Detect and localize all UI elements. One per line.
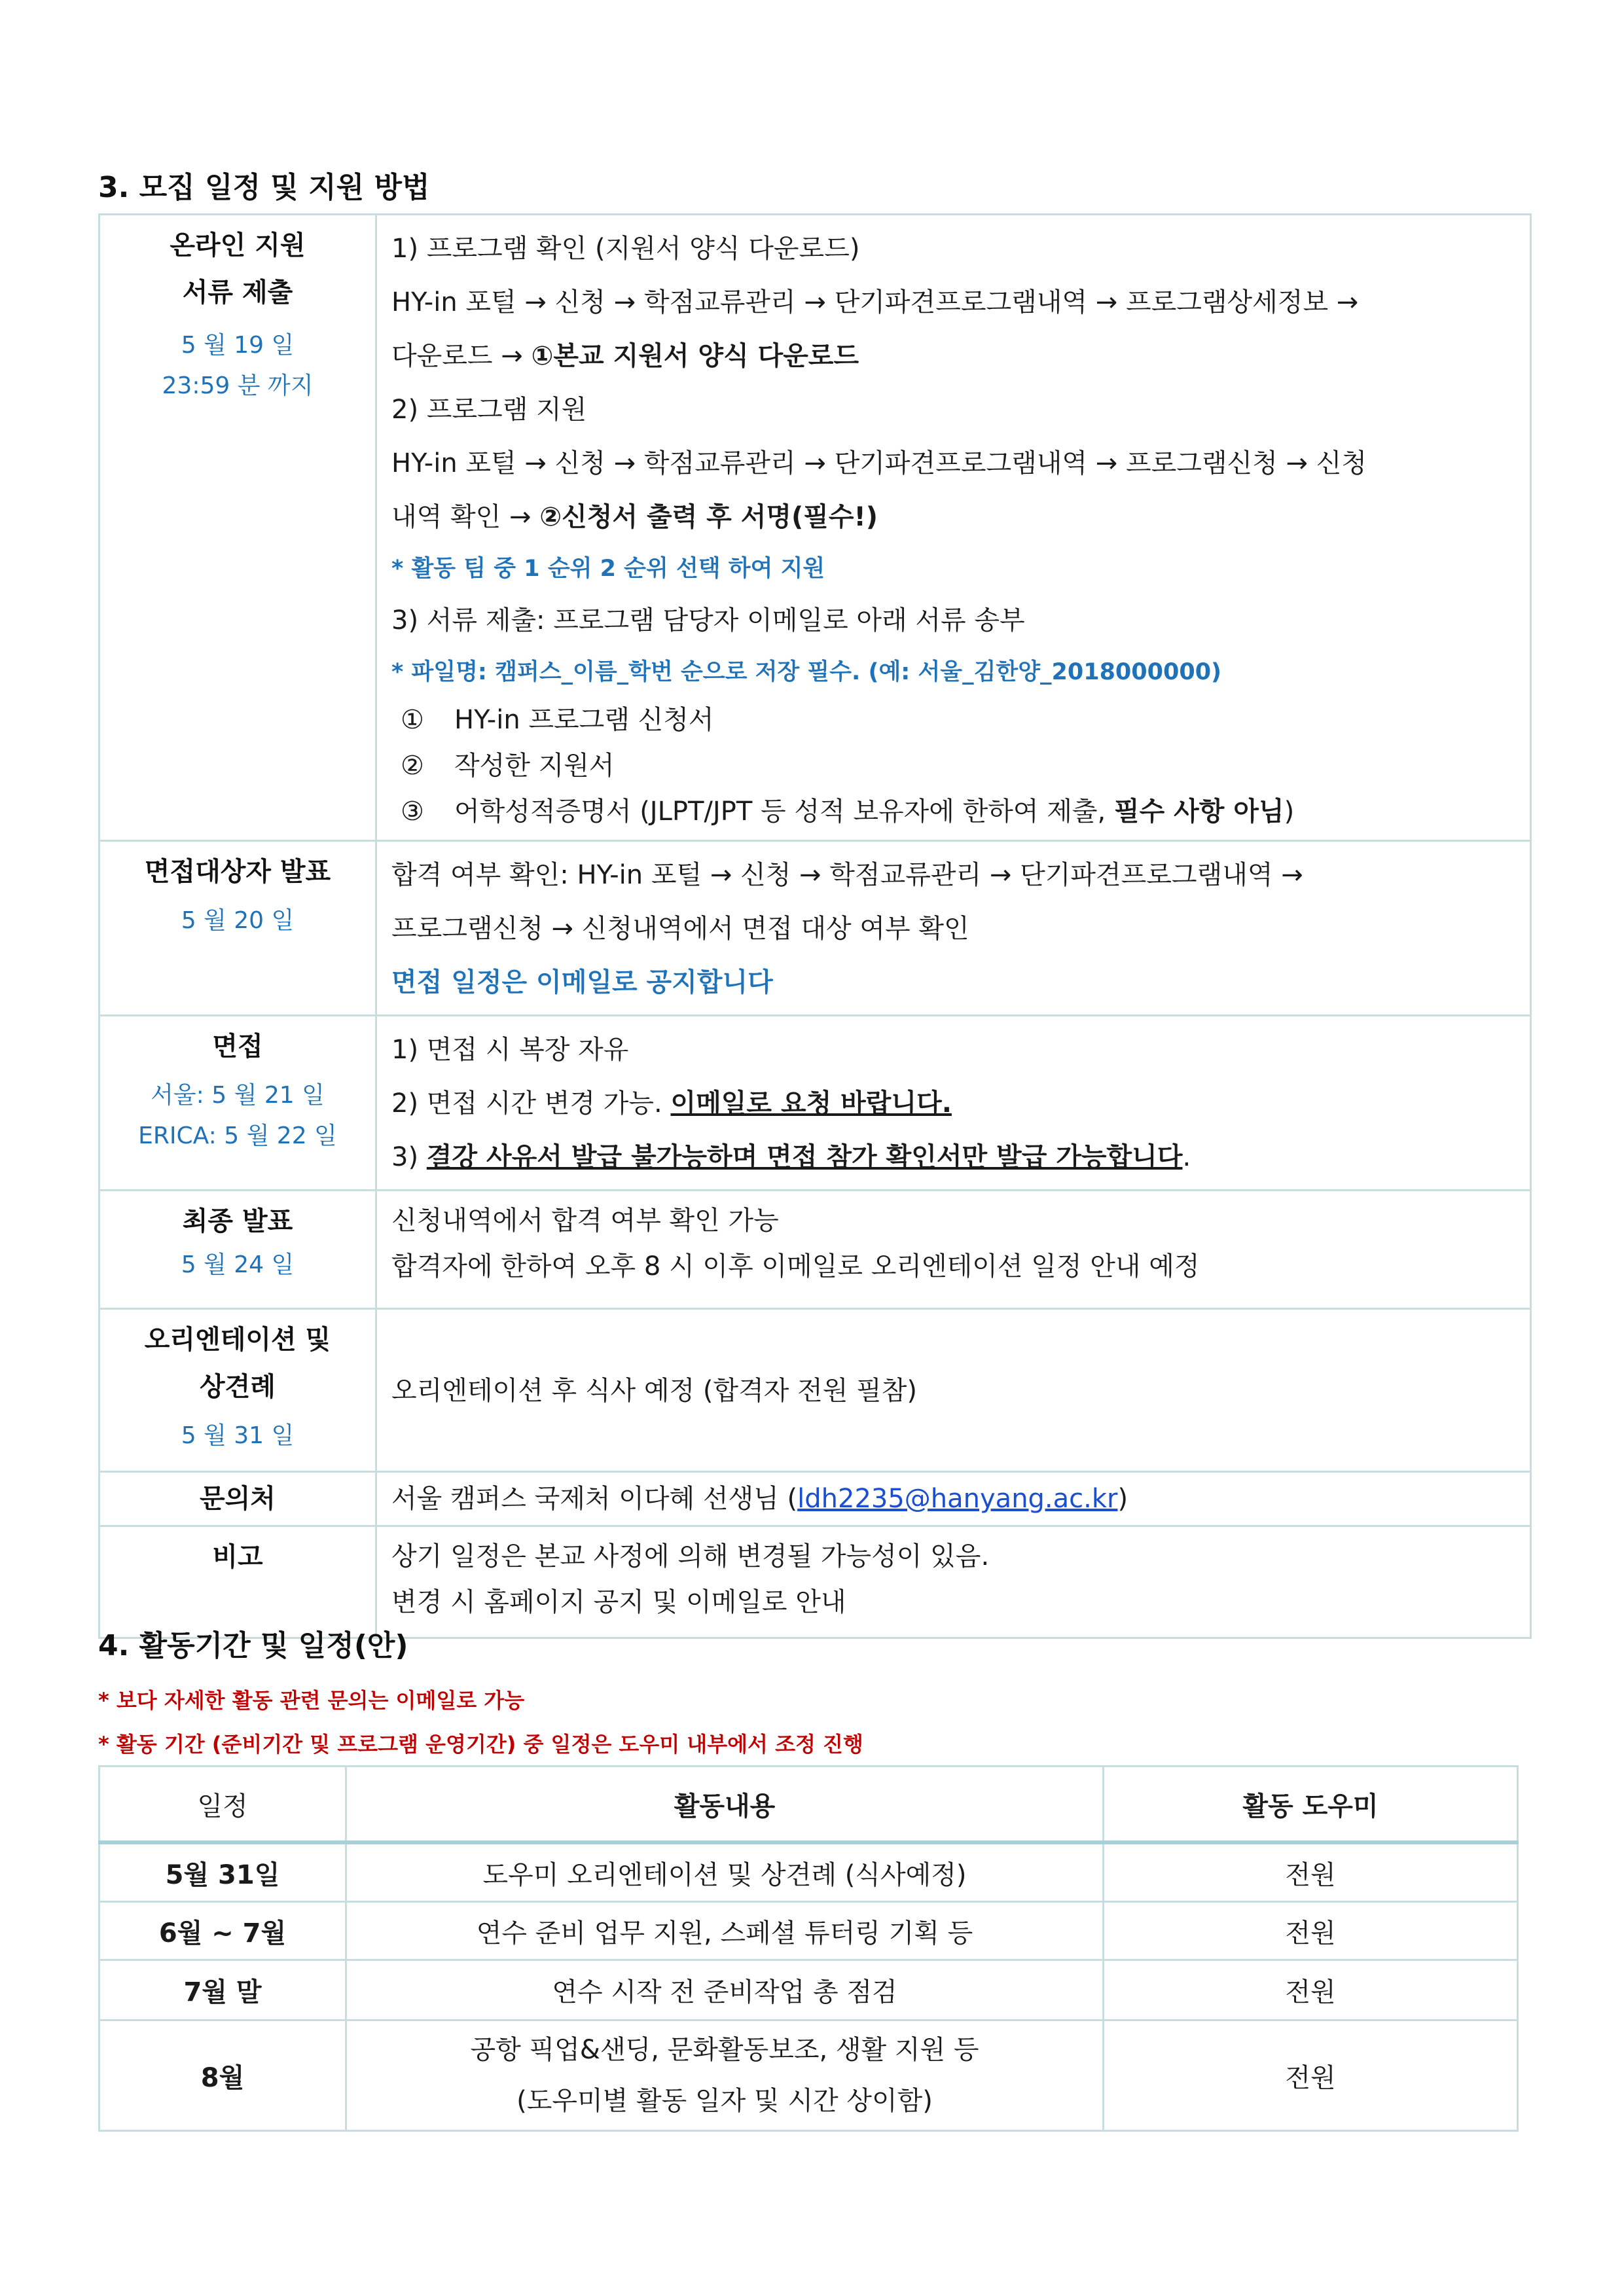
step-text: 3) 서류 제출: 프로그램 담당자 이메일로 아래 서류 송부 [391,605,1025,636]
item-text: HY-in 프로그램 신청서 [454,705,714,735]
schedule-date: 8월 [99,2020,346,2131]
note-text: * 활동 기간 (준비기간 및 프로그램 운영기간) 중 일정은 도우미 내부에서 조정 진행 [98,1732,863,1757]
table-row [99,1842,1518,1902]
step-text-plain: 3) [391,1142,427,1172]
notice-text: 면접 일정은 이메일로 공지합니다 [391,967,773,997]
schedule-content: 연수 시작 전 준비작업 총 점검 [346,1960,1104,2020]
row-label: 문의처 [200,1484,276,1514]
note-text: * 보다 자세한 활동 관련 문의는 이메일로 가능 [98,1688,525,1713]
table-row-final [99,1191,1531,1309]
step-text [391,1077,1517,1130]
schedule-content-line: (도우미별 활동 일자 및 시간 상이함) [516,2086,933,2116]
step-text: 2) 프로그램 지원 [391,395,587,425]
step-text: 합격자에 한하여 오후 8 시 이후 이메일로 오리엔테이션 일정 안내 예정 [391,1251,1200,1282]
schedule-date: 7월 말 [99,1960,346,2020]
step-text-plain: 내역 확인 → [391,502,540,532]
schedule-content [346,2020,1104,2131]
content-cell [376,1309,1531,1472]
table-row-contact [99,1472,1531,1526]
step-text: 1) 면접 시 복장 자유 [391,1035,629,1065]
item-number: ③ [401,797,424,827]
row-label: 온라인 지원 [170,230,306,260]
table-row [99,1902,1518,1960]
label-cell [99,1309,376,1472]
table-row-interview [99,1016,1531,1191]
label-cell [99,841,376,1016]
step-text-plain: 2) 면접 시간 변경 가능. [391,1088,671,1119]
step-text-bold: ①본교 지원서 양식 다운로드 [531,341,859,371]
step-text: 오리엔테이션 후 식사 예정 (합격자 전원 필참) [391,1376,918,1406]
row-label: 서류 제출 [182,278,293,308]
schedule-who: 전원 [1104,1902,1518,1960]
content-cell [376,841,1531,1016]
column-header: 일정 [99,1767,346,1843]
content-cell [376,1191,1531,1309]
table-header-row [99,1767,1518,1843]
step-text-emphasis: 결강 사유서 발급 불가능하며 면접 참가 확인서만 발급 가능합니다 [426,1142,1183,1172]
activity-schedule-table [98,1765,1519,2132]
step-text-plain: . [1182,1142,1191,1172]
row-date: 23:59 분 까지 [162,372,314,399]
label-cell [99,1472,376,1526]
label-cell [99,1191,376,1309]
column-header: 활동내용 [346,1767,1104,1843]
step-text: HY-in 포털 → 신청 → 학점교류관리 → 단기파견프로그램내역 → 프로그램신청 → 신청 [391,448,1367,478]
remark-text: 상기 일정은 본교 사정에 의해 변경될 가능성이 있음. [391,1541,990,1571]
column-header: 활동 도우미 [1104,1767,1518,1843]
schedule-date: 5월 31일 [99,1842,346,1902]
schedule-date: 6월 ~ 7월 [99,1902,346,1960]
step-text: 합격 여부 확인: HY-in 포털 → 신청 → 학점교류관리 → 단기파견프로그램내역 → [391,860,1303,890]
row-label: 최종 발표 [182,1206,293,1236]
item-text-bold: 필수 사항 아님 [1113,797,1284,827]
content-cell [376,1526,1531,1638]
row-label: 면접대상자 발표 [144,857,331,887]
step-text: 프로그램신청 → 신청내역에서 면접 대상 여부 확인 [391,914,969,944]
row-date: 5 월 31 일 [181,1422,295,1449]
step-text-bold: ②신청서 출력 후 서명(필수!) [539,502,878,532]
label-cell [99,1526,376,1638]
step-text: HY-in 포털 → 신청 → 학점교류관리 → 단기파견프로그램내역 → 프로그램상세정보 → [391,287,1359,317]
note-text: * 활동 팀 중 1 순위 2 순위 선택 하여 지원 [391,556,825,582]
contact-prefix: 서울 캠퍼스 국제처 이다혜 선생님 ( [391,1484,798,1514]
note-text: * 파일명: 캠퍼스_이름_학번 순으로 저장 필수. (예: 서울_김한양_2018000000) [391,659,1222,685]
table-row [99,2020,1518,2131]
row-label: 비고 [212,1542,263,1572]
table-row-interviewee [99,841,1531,1016]
schedule-who: 전원 [1104,1960,1518,2020]
content-cell [376,215,1531,841]
table-row-orientation [99,1309,1531,1472]
row-label: 면접 [212,1031,263,1062]
item-text: ) [1284,797,1295,827]
label-cell [99,215,376,841]
step-text: 1) 프로그램 확인 (지원서 양식 다운로드) [391,234,860,264]
step-text [391,329,1517,383]
section4-title: 4. 활동기간 및 일정(안) [98,1629,408,1662]
step-text [391,490,1517,544]
item-text: 작성한 지원서 [454,751,615,781]
document-item [391,697,1517,743]
document-item [391,743,1517,789]
table-row [99,1960,1518,2020]
row-label: 상견례 [200,1372,276,1402]
step-text-plain: 다운로드 → [391,341,532,371]
row-date: 5 월 24 일 [181,1251,295,1278]
item-number: ② [401,751,424,781]
row-date: 5 월 20 일 [181,907,295,934]
contact-suffix: ) [1117,1484,1128,1514]
item-number: ① [401,705,424,735]
contact-text [391,1476,1517,1522]
schedule-who: 전원 [1104,2020,1518,2131]
schedule-content-line: 공항 픽업&샌딩, 문화활동보조, 생활 지원 등 [470,2035,979,2065]
row-date: 5 월 19 일 [181,332,295,359]
document-item [391,789,1517,834]
item-text: 어학성적증명서 (JLPT/JPT 등 성적 보유자에 한하여 제출, [454,797,1114,827]
section3-title: 3. 모집 일정 및 지원 방법 [98,171,430,204]
table-row-remarks [99,1526,1531,1638]
schedule-content: 도우미 오리엔테이션 및 상견례 (식사예정) [346,1842,1104,1902]
content-cell [376,1016,1531,1191]
table-row-apply [99,215,1531,841]
step-text-emphasis: 이메일로 요청 바랍니다. [670,1088,952,1119]
recruitment-schedule-table [98,213,1532,1639]
step-text: 신청내역에서 합격 여부 확인 가능 [391,1206,779,1236]
schedule-who: 전원 [1104,1842,1518,1902]
step-text [391,1130,1517,1184]
remark-text: 변경 시 홈페이지 공지 및 이메일로 안내 [391,1587,846,1617]
row-date: 서울: 5 월 21 일 [151,1082,325,1109]
label-cell [99,1016,376,1191]
row-date: ERICA: 5 월 22 일 [138,1122,337,1149]
content-cell [376,1472,1531,1526]
email-link[interactable]: ldh2235@hanyang.ac.kr [797,1484,1118,1514]
row-label: 오리엔테이션 및 [144,1325,331,1355]
schedule-content: 연수 준비 업무 지원, 스페셜 튜터링 기획 등 [346,1902,1104,1960]
